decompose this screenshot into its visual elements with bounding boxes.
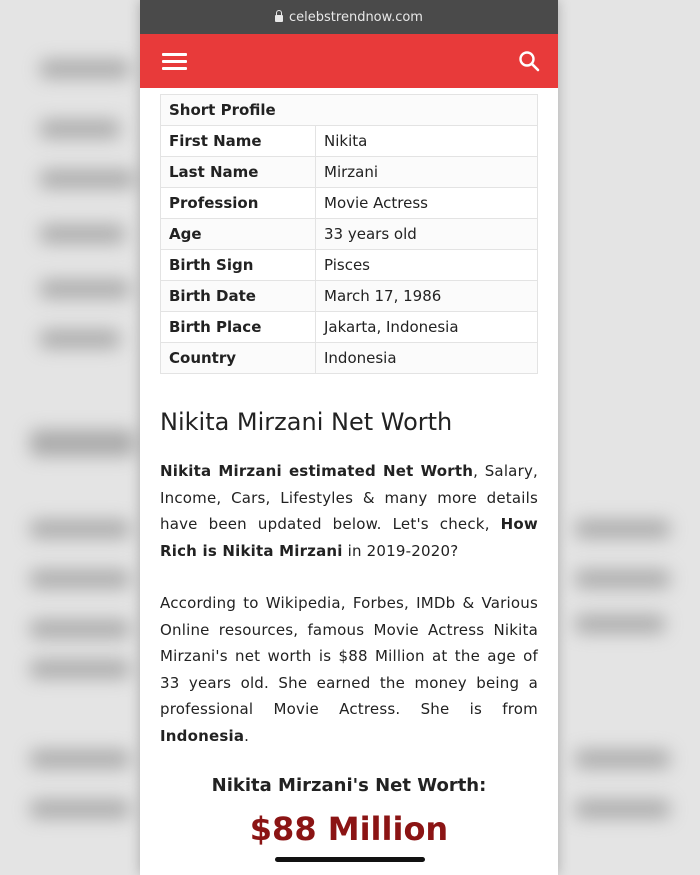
row-label: Birth Date [161, 281, 316, 312]
article-content [140, 88, 558, 848]
row-value: Movie Actress [316, 188, 538, 219]
row-value: March 17, 1986 [316, 281, 538, 312]
table-row [161, 281, 538, 312]
row-label: Last Name [161, 157, 316, 188]
menu-icon[interactable] [162, 51, 187, 71]
lock-icon [275, 15, 283, 22]
networth-value: $88 Million [249, 810, 449, 848]
text: . [244, 726, 250, 745]
table-row [161, 343, 538, 374]
row-label: Profession [161, 188, 316, 219]
text: , Salary, Income, Cars, Lifestyles & many more details have been updated below. Let's check, [160, 462, 538, 533]
row-label: First Name [161, 126, 316, 157]
site-header [140, 34, 558, 88]
table-header: Short Profile [161, 95, 538, 126]
table-row [161, 312, 538, 343]
table-row [161, 250, 538, 281]
bold-text: Indonesia [160, 726, 245, 745]
table-row [161, 126, 538, 157]
table-header-row [161, 95, 538, 126]
url-text: celebstrendnow.com [289, 9, 423, 25]
bold-text: How Rich is Nikita Mirzani [160, 515, 538, 560]
networth-label: Nikita Mirzani's Net Worth: [211, 775, 487, 796]
row-value: Nikita [316, 126, 538, 157]
row-label: Age [161, 219, 316, 250]
bold-text: Nikita Mirzani estimated Net Worth [160, 462, 474, 480]
short-profile-table [160, 94, 538, 374]
table-row [161, 188, 538, 219]
row-label: Birth Place [161, 312, 316, 343]
intro-paragraph [160, 458, 538, 564]
row-value: Jakarta, Indonesia [316, 312, 538, 343]
home-indicator[interactable] [275, 857, 425, 862]
table-row [161, 157, 538, 188]
row-value: Mirzani [316, 157, 538, 188]
row-value: Indonesia [316, 343, 538, 374]
article-title: Nikita Mirzani Net Worth [160, 408, 453, 436]
row-value: Pisces [316, 250, 538, 281]
row-value: 33 years old [316, 219, 538, 250]
phone-screen [140, 0, 558, 875]
address-bar[interactable] [140, 0, 558, 34]
text: in 2019-2020? [342, 541, 459, 560]
search-icon[interactable] [518, 50, 540, 72]
row-label: Country [161, 343, 316, 374]
text: According to Wikipedia, Forbes, IMDb & Various Online resources, famous Movie Actress Nikita Mirzani's net worth is $88 Million at the age of 33 years old. She earned the money being a professional Movie Actress. She is from [160, 594, 538, 718]
networth-paragraph [160, 590, 538, 749]
row-label: Birth Sign [161, 250, 316, 281]
table-row [161, 219, 538, 250]
